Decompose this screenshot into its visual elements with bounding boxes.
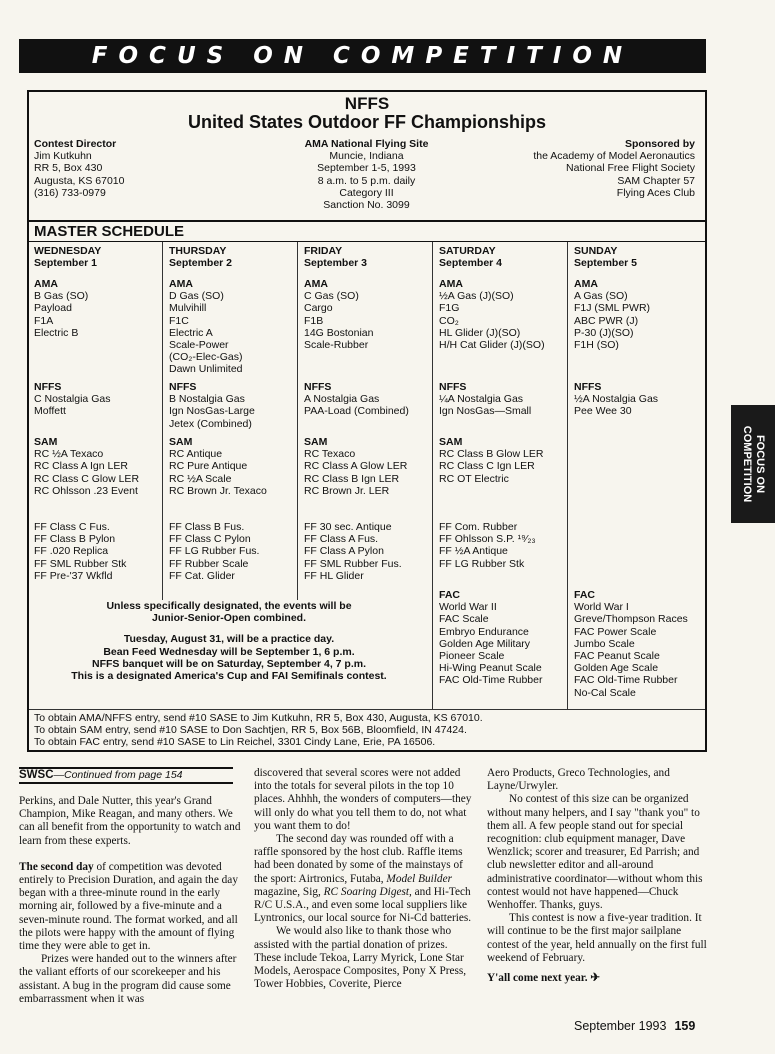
event-item: FF Class B Pylon — [34, 533, 116, 546]
event-item: FF ½A Antique — [439, 545, 508, 558]
ama-event-group — [34, 278, 88, 339]
event-item: RC Class C Ign LER — [439, 460, 535, 473]
event-item: FF SML Rubber Fus. — [304, 557, 402, 570]
event-item: ¼A Nostalgia Gas — [439, 393, 524, 406]
sam-heading: SAM — [169, 436, 193, 448]
event-item: Moffett — [34, 405, 66, 418]
day-date: September 5 — [574, 257, 638, 270]
event-item: F1J (SML PWR) — [574, 302, 651, 315]
event-item: Greve/Thompson Races — [574, 613, 688, 626]
day-name: WEDNESDAY — [34, 245, 102, 257]
sam-event-group — [34, 436, 139, 497]
ama-heading: AMA — [439, 278, 463, 290]
event-item: RC Class B Ign LER — [304, 472, 400, 485]
event-item: RC Antique — [169, 448, 223, 461]
site-line: September 1-5, 1993 — [317, 162, 416, 175]
event-item: Cargo — [304, 302, 333, 315]
continued-header — [19, 767, 233, 784]
day-name: THURSDAY — [169, 245, 227, 257]
event-item: FF Class C Fus. — [34, 521, 110, 533]
nffs-event-group — [439, 381, 531, 418]
paragraph: Prizes were handed out to the winners after the valiant efforts of our scorekeeper and his assistant. A bug in the program did cause some embarrassment when it was — [19, 953, 237, 1005]
note-line: Junior-Senior-Open combined. — [151, 612, 306, 625]
article-column-1 — [19, 795, 241, 1006]
event-item: A Nostalgia Gas — [304, 393, 380, 406]
director-phone: (316) 733-0979 — [34, 186, 106, 199]
column-divider — [567, 242, 568, 709]
note-line: Tuesday, August 31, will be a practice day. — [123, 633, 335, 646]
site-line: Sanction No. 3099 — [323, 199, 410, 212]
event-item: RC Brown Jr. Texaco — [169, 484, 267, 497]
event-item: H/H Cat Glider (J)(SO) — [439, 339, 545, 352]
event-item: FF Com. Rubber — [439, 521, 518, 533]
day-header — [34, 245, 101, 269]
entry-line: To obtain FAC entry, send #10 SASE to Lin Reichel, 3301 Cindy Lane, Erie, PA 16506. — [34, 736, 436, 749]
ama-event-group — [304, 278, 373, 351]
event-item: Scale-Power — [169, 339, 229, 352]
nffs-event-group — [574, 381, 658, 418]
paragraph-text: The second day was rounded off with a raffle sponsored by the host club. Raffle items had been donated by some of the mainstays of the sport: Airtronics, Futaba, — [254, 833, 463, 885]
fac-event-group — [574, 589, 688, 699]
event-item: Pioneer Scale — [439, 650, 505, 663]
event-item: Golden Age Scale — [574, 662, 659, 675]
article-column-3 — [487, 767, 709, 985]
event-item: FF 30 sec. Antique — [304, 521, 392, 533]
day-header — [439, 245, 502, 269]
event-item: RC Ohlsson .23 Event — [34, 484, 138, 497]
event-item: FF SML Rubber Stk — [34, 557, 127, 570]
event-item: FF LG Rubber Stk — [439, 557, 525, 570]
site-info — [244, 138, 489, 211]
nffs-heading: NFFS — [304, 381, 332, 393]
ama-event-group — [439, 278, 545, 351]
issue-date: September 1993 — [574, 1019, 667, 1033]
event-item: Electric A — [169, 326, 213, 339]
ff-event-group — [34, 521, 126, 582]
event-item: Scale-Rubber — [304, 339, 369, 352]
event-item: ½A Nostalgia Gas — [574, 393, 659, 406]
event-item: HL Glider (J)(SO) — [439, 326, 521, 339]
event-item: ½A Gas (J)(SO) — [439, 290, 514, 303]
fac-heading: FAC — [439, 589, 460, 601]
paragraph — [254, 833, 474, 925]
event-item: Ign NosGas-Large — [169, 405, 255, 418]
paragraph: This contest is now a five-year tradition. It will continue to be the first major sailplane contest of the year, held annually on the first full weekend of February. — [487, 912, 707, 964]
event-item: Payload — [34, 302, 72, 315]
fac-event-group — [439, 589, 542, 687]
day-date: September 4 — [439, 257, 503, 270]
sam-event-group — [169, 436, 267, 497]
magazine-name: RC Soaring Digest, — [323, 885, 412, 898]
event-item: C Gas (SO) — [304, 290, 359, 303]
event-item: B Gas (SO) — [34, 290, 89, 303]
event-item: RC Brown Jr. LER — [304, 484, 390, 497]
site-heading: AMA National Flying Site — [304, 138, 429, 150]
paragraph: Perkins, and Dale Nutter, this year's Grand Champion, Mike Reagan, and many others. We can all benefit from the opportunity to watch and learn from these experts. — [19, 795, 241, 847]
paragraph — [19, 861, 241, 953]
director-city: Augusta, KS 67010 — [34, 174, 125, 187]
event-item: FF LG Rubber Fus. — [169, 545, 260, 558]
org-title: NFFS — [344, 94, 390, 113]
side-tab-line1: FOCUS ON — [754, 434, 766, 494]
event-item: FF Ohlsson S.P. ¹⁹⁄₂₃ — [439, 533, 536, 546]
day-date: September 2 — [169, 257, 233, 270]
nffs-heading: NFFS — [574, 381, 602, 393]
note-line: NFFS banquet will be on Saturday, September 4, 7 p.m. — [91, 657, 367, 670]
event-item: Ign NosGas—Small — [439, 405, 532, 418]
event-item: A Gas (SO) — [574, 290, 628, 303]
event-item: F1C — [169, 314, 189, 327]
ama-event-group — [574, 278, 650, 351]
event-item: C Nostalgia Gas — [34, 393, 111, 406]
event-item: RC Class B Glow LER — [439, 448, 544, 461]
site-line: Muncie, Indiana — [329, 150, 404, 163]
article-column-2 — [254, 767, 474, 991]
director-name: Jim Kutkuhn — [34, 150, 92, 163]
day-header — [574, 245, 637, 269]
day-header — [304, 245, 367, 269]
event-item: World War II — [439, 601, 497, 614]
event-item: Pee Wee 30 — [574, 405, 632, 418]
event-item: RC Class C Glow LER — [34, 472, 140, 485]
paragraph: No contest of this size can be organized without many helpers, and I say "thank you" to them all. A few people stand out for special recognition: club equipment manager, Dave Wenzlick; scorer and treasurer, Ed Parrish; and club newsletter editor and all-around administrative coordinator—without whom this contest would not have happened—Chuck Wenhoffer. Thanks, guys. — [487, 793, 703, 912]
ama-heading: AMA — [574, 278, 598, 290]
entry-instructions — [34, 712, 483, 749]
day-date: September 3 — [304, 257, 368, 270]
event-item: FF Class C Pylon — [169, 533, 251, 546]
column-divider — [432, 242, 433, 709]
side-tab-line2: COMPETITION — [741, 425, 753, 503]
event-item: B Nostalgia Gas — [169, 393, 245, 406]
event-item: Hi-Wing Peanut Scale — [439, 662, 542, 675]
article-label: SWSC — [19, 769, 54, 781]
nffs-heading: NFFS — [169, 381, 197, 393]
championship-box — [27, 90, 707, 752]
entry-line: To obtain SAM entry, send #10 SASE to Don Sachtjen, RR 5, Box 56B, Bloomfield, IN 47424. — [34, 724, 467, 737]
column-divider — [297, 242, 298, 600]
signoff: Y'all come next year. ✈ — [487, 972, 600, 985]
event-item: PAA-Load (Combined) — [304, 405, 409, 418]
event-item: FF Class B Fus. — [169, 521, 245, 533]
site-line: Category III — [339, 186, 394, 199]
ama-heading: AMA — [34, 278, 58, 290]
event-item: CO₂ — [439, 314, 459, 327]
paragraph-text: of competition was devoted entirely to Precision Duration, and again the day began with a three-minute round in the early morning air, followed by a five-minute and a seven-minute round. The format worked, and all the pilots were happy with the amount of flying time they were able to get in. — [19, 860, 238, 953]
director-heading: Contest Director — [34, 138, 117, 150]
event-item: FAC Peanut Scale — [574, 650, 660, 663]
entry-line: To obtain AMA/NFFS entry, send #10 SASE to Jim Kutkuhn, RR 5, Box 430, Augusta, KS 67010. — [34, 712, 483, 724]
schedule-notes — [29, 600, 429, 682]
ff-event-group — [304, 521, 402, 582]
day-name: SUNDAY — [574, 245, 618, 257]
nffs-heading: NFFS — [34, 381, 62, 393]
sponsor-line: National Free Flight Society — [566, 162, 695, 175]
sponsors — [533, 138, 695, 199]
event-title: United States Outdoor FF Championships — [187, 112, 546, 132]
sam-event-group — [439, 436, 543, 485]
day-header — [169, 245, 232, 269]
day-date: September 1 — [34, 257, 98, 270]
event-item: Golden Age Military — [439, 637, 531, 650]
event-item: F1B — [304, 314, 324, 327]
note-line: This is a designated America's Cup and FAI Semifinals contest. — [71, 670, 387, 683]
site-line: 8 a.m. to 5 p.m. daily — [317, 174, 416, 187]
nffs-heading: NFFS — [439, 381, 467, 393]
paragraph: discovered that several scores were not added into the totals for several pilots in the top 10 places. Ahhhh, the wonders of computers—they will only do what you tell them to do, not what you want them to do! — [254, 767, 472, 832]
event-item: RC OT Electric — [439, 472, 509, 485]
event-item: (CO₂-Elec-Gas) — [169, 351, 243, 364]
event-item: D Gas (SO) — [169, 290, 224, 303]
column-divider — [162, 242, 163, 600]
note-line: Bean Feed Wednesday will be September 1, 6 p.m. — [103, 645, 355, 658]
section-side-tab — [731, 405, 775, 523]
sponsor-line: Flying Aces Club — [616, 186, 695, 199]
event-item: FF .020 Replica — [34, 545, 109, 558]
nffs-event-group — [304, 381, 409, 418]
ama-heading: AMA — [304, 278, 328, 290]
divider — [29, 709, 705, 710]
event-item: 14G Bostonian — [304, 326, 374, 339]
lead-in: The second day — [19, 860, 94, 873]
event-item: FF Pre-'37 Wkfld — [34, 569, 113, 582]
event-item: FF Class A Pylon — [304, 545, 384, 558]
event-item: FAC Power Scale — [574, 625, 657, 638]
event-item: RC Pure Antique — [169, 460, 248, 473]
event-item: ABC PWR (J) — [574, 314, 639, 327]
sam-heading: SAM — [304, 436, 328, 448]
event-item: RC Class A Ign LER — [34, 460, 128, 473]
event-item: P-30 (J)(SO) — [574, 326, 634, 339]
event-item: RC ½A Texaco — [34, 448, 104, 461]
ama-event-group — [169, 278, 243, 376]
sam-event-group — [304, 436, 407, 497]
paragraph-text: magazine, Sig, — [254, 885, 324, 898]
event-item: FAC Scale — [439, 613, 489, 626]
ff-event-group — [439, 521, 536, 570]
event-item: Electric B — [34, 326, 79, 339]
sponsors-heading: Sponsored by — [624, 138, 695, 150]
day-name: SATURDAY — [439, 245, 496, 257]
event-item: FF Class A Fus. — [304, 533, 379, 546]
page-number: 159 — [674, 1019, 696, 1033]
sam-heading: SAM — [34, 436, 58, 448]
sponsor-line: SAM Chapter 57 — [617, 174, 695, 187]
continued-from: —Continued from page 154 — [53, 769, 183, 781]
contest-director — [34, 138, 125, 199]
day-name: FRIDAY — [304, 245, 343, 257]
event-item: FF Cat. Glider — [169, 569, 235, 582]
event-item: RC Texaco — [304, 448, 356, 461]
nffs-event-group — [34, 381, 110, 418]
master-schedule-heading: MASTER SCHEDULE — [29, 220, 705, 242]
sponsor-line: the Academy of Model Aeronautics — [533, 150, 695, 163]
event-item: Mulvihill — [169, 302, 207, 315]
event-item: Embryo Endurance — [439, 625, 529, 638]
event-item: Dawn Unlimited — [169, 363, 243, 376]
paragraph: We would also like to thank those who assisted with the partial donation of prizes. These include Tekoa, Larry Myrick, Lone Star Models, Aerospace Composites, Pony X Press, Tower Hobbies, Coverite, Pierce — [254, 925, 467, 991]
event-item: Jumbo Scale — [574, 637, 635, 650]
paragraph: Aero Products, Greco Technologies, and Layne/Urwyler. — [487, 767, 670, 793]
event-item: FF Rubber Scale — [169, 557, 249, 570]
ama-heading: AMA — [169, 278, 193, 290]
event-item: F1A — [34, 314, 54, 327]
event-item: Jetex (Combined) — [169, 417, 252, 430]
event-item: FF HL Glider — [304, 569, 364, 582]
sam-heading: SAM — [439, 436, 463, 448]
nffs-event-group — [169, 381, 255, 430]
fac-heading: FAC — [574, 589, 595, 601]
event-item: F1G — [439, 302, 460, 315]
note-line: Unless specifically designated, the events will be — [106, 600, 352, 612]
event-item: RC ½A Scale — [169, 472, 232, 485]
ff-event-group — [169, 521, 259, 582]
event-item: No-Cal Scale — [574, 686, 636, 699]
magazine-name: Model Builder — [386, 872, 452, 885]
director-address: RR 5, Box 430 — [34, 162, 103, 175]
event-item: FAC Old-Time Rubber — [439, 674, 543, 687]
event-item: FAC Old-Time Rubber — [574, 674, 678, 687]
event-item: F1H (SO) — [574, 339, 619, 352]
paragraph-text: and Hi-Tech R/C U.S.A., and even some local suppliers like Lyntronics, our local source for Ni-Cd batteries. — [254, 885, 472, 925]
event-item: RC Class A Glow LER — [304, 460, 408, 473]
page-footer — [574, 1019, 695, 1033]
banner-title: FOCUS ON COMPETITION — [19, 39, 706, 73]
event-item: World War I — [574, 601, 629, 614]
